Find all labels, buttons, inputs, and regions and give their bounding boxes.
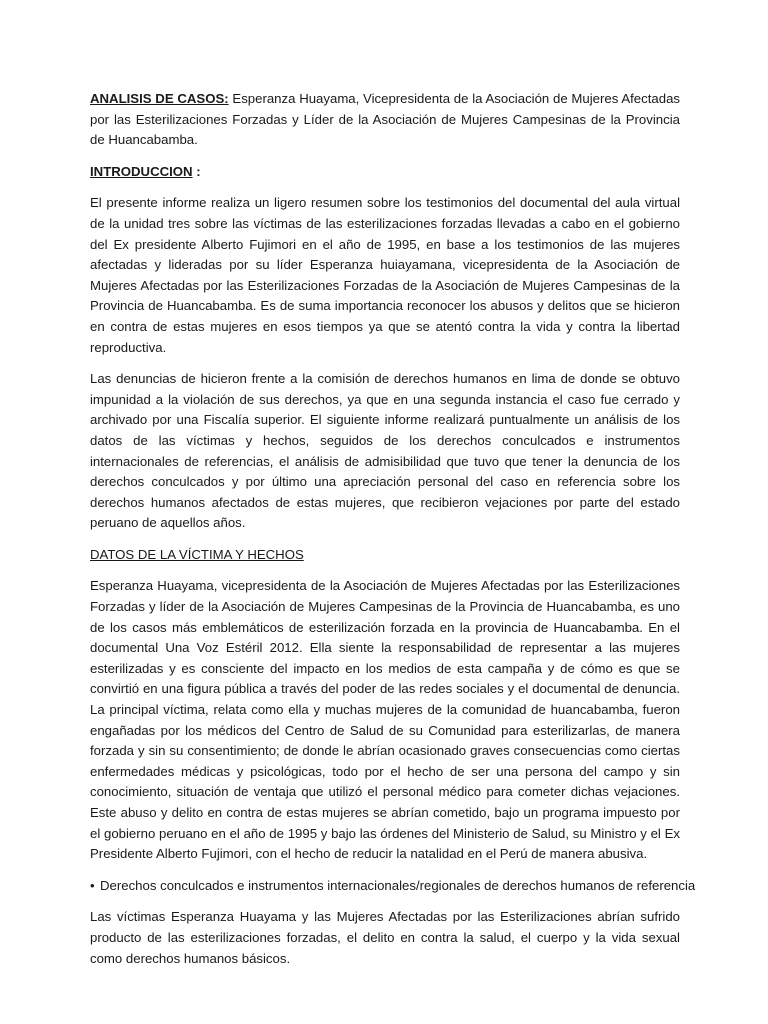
rights-bullet-text: Derechos conculcados e instrumentos internacionales/regionales de derechos humanos de referencia <box>100 877 696 893</box>
bullet-icon: • <box>90 877 95 893</box>
intro-heading-paragraph <box>90 162 680 183</box>
case-title-paragraph <box>90 89 680 151</box>
rights-bullet-item <box>90 876 696 897</box>
case-title-text: Esperanza Huayama, Vicepresidenta de la Asociación de Mujeres Afectadas por las Esterilizaciones Forzadas y Líder de la Asociación de Mujeres Campesinas de la Provincia de Huancabamba. <box>90 91 680 148</box>
rights-paragraph: Las víctimas Esperanza Huayama y las Mujeres Afectadas por las Esterilizaciones abrían sufrido producto de las esterilizaciones forzadas, el delito en contra la salud, el cuerpo y la vida sexual como derechos humanos básicos. <box>90 909 680 966</box>
intro-paragraph-2: Las denuncias de hicieron frente a la comisión de derechos humanos en lima de donde se obtuvo impunidad a la violación de sus derechos, ya que en una segunda instancia el caso fue cerrado y archivado por una Fiscalía superior. El siguiente informe realizará puntualmente un análisis de los datos de las víctimas y hechos, seguidos de los derechos conculcados e instrumentos internacionales de referencias, el análisis de admisibilidad que tuvo que tener la denuncia de los derechos conculcados y por último una apreciación personal del caso en referencia sobre los derechos humanos afectados de estas mujeres, que recibieron vejaciones por parte del estado peruano de aquellos años. <box>90 371 680 531</box>
case-title-label: ANALISIS DE CASOS: <box>90 91 229 106</box>
intro-paragraph-1: El presente informe realiza un ligero resumen sobre los testimonios del documental del aula virtual de la unidad tres sobre las víctimas de las esterilizaciones forzadas llevadas a cabo en el gobierno del Ex presidente Alberto Fujimori en el año de 1995, en base a los testimonios de las mujeres afectadas y lideradas por su líder Esperanza huiayamana, vicepresidenta de la Asociación de Mujeres Afectadas por las Esterilizaciones Forzadas de la Asociación de Mujeres Campesinas de la Provincia de Huancabamba. Es de suma importancia reconocer los abusos y delitos que se hicieron en contra de estas mujeres en esos tiempos ya que se atentó contra la vida y contra la libertad reproductiva. <box>90 195 680 355</box>
victim-facts-heading-paragraph <box>90 545 680 566</box>
document-body <box>90 89 696 980</box>
victim-facts-paragraph: Esperanza Huayama, vicepresidenta de la Asociación de Mujeres Afectadas por las Esterilizaciones Forzadas y líder de la Asociación de Mujeres Campesinas de la Provincia de Huancabamba, es uno de los casos más emblemáticos de esterilización forzada en la provincia de Huancabamba. En el documental Una Voz Estéril 2012. Ella siente la responsabilidad de representar a las mujeres esterilizadas y es consciente del impacto en los medios de esta campaña y de cómo es que se convirtió en una figura pública a través del poder de las redes sociales y el documental de denuncia. La principal víctima, relata como ella y muchas mujeres de la comunidad de huancabamba, fueron engañadas por los médicos del Centro de Salud de su Comunidad para esterilizarlas, de manera forzada y sin su consentimiento; de donde le abrían ocasionado graves consecuencias como ciertas enfermedades médicas y psicológicas, todo por el hecho de ser una persona del campo y sin conocimiento, situación de ventaja que utilizó el personal médico para cometer dichas vejaciones. Este abuso y delito en contra de estas mujeres se abrían cometido, bajo un programa impuesto por el gobierno peruano en el año de 1995 y bajo las órdenes del Ministerio de Salud, su Ministro y el Ex Presidente Alberto Fujimori, con el hecho de reducir la natalidad en el Perú de manera abusiva. <box>90 578 680 862</box>
victim-facts-heading: DATOS DE LA VÍCTIMA Y HECHOS <box>90 546 304 562</box>
intro-heading-colon: : <box>192 163 201 179</box>
intro-heading: INTRODUCCION <box>90 163 193 179</box>
